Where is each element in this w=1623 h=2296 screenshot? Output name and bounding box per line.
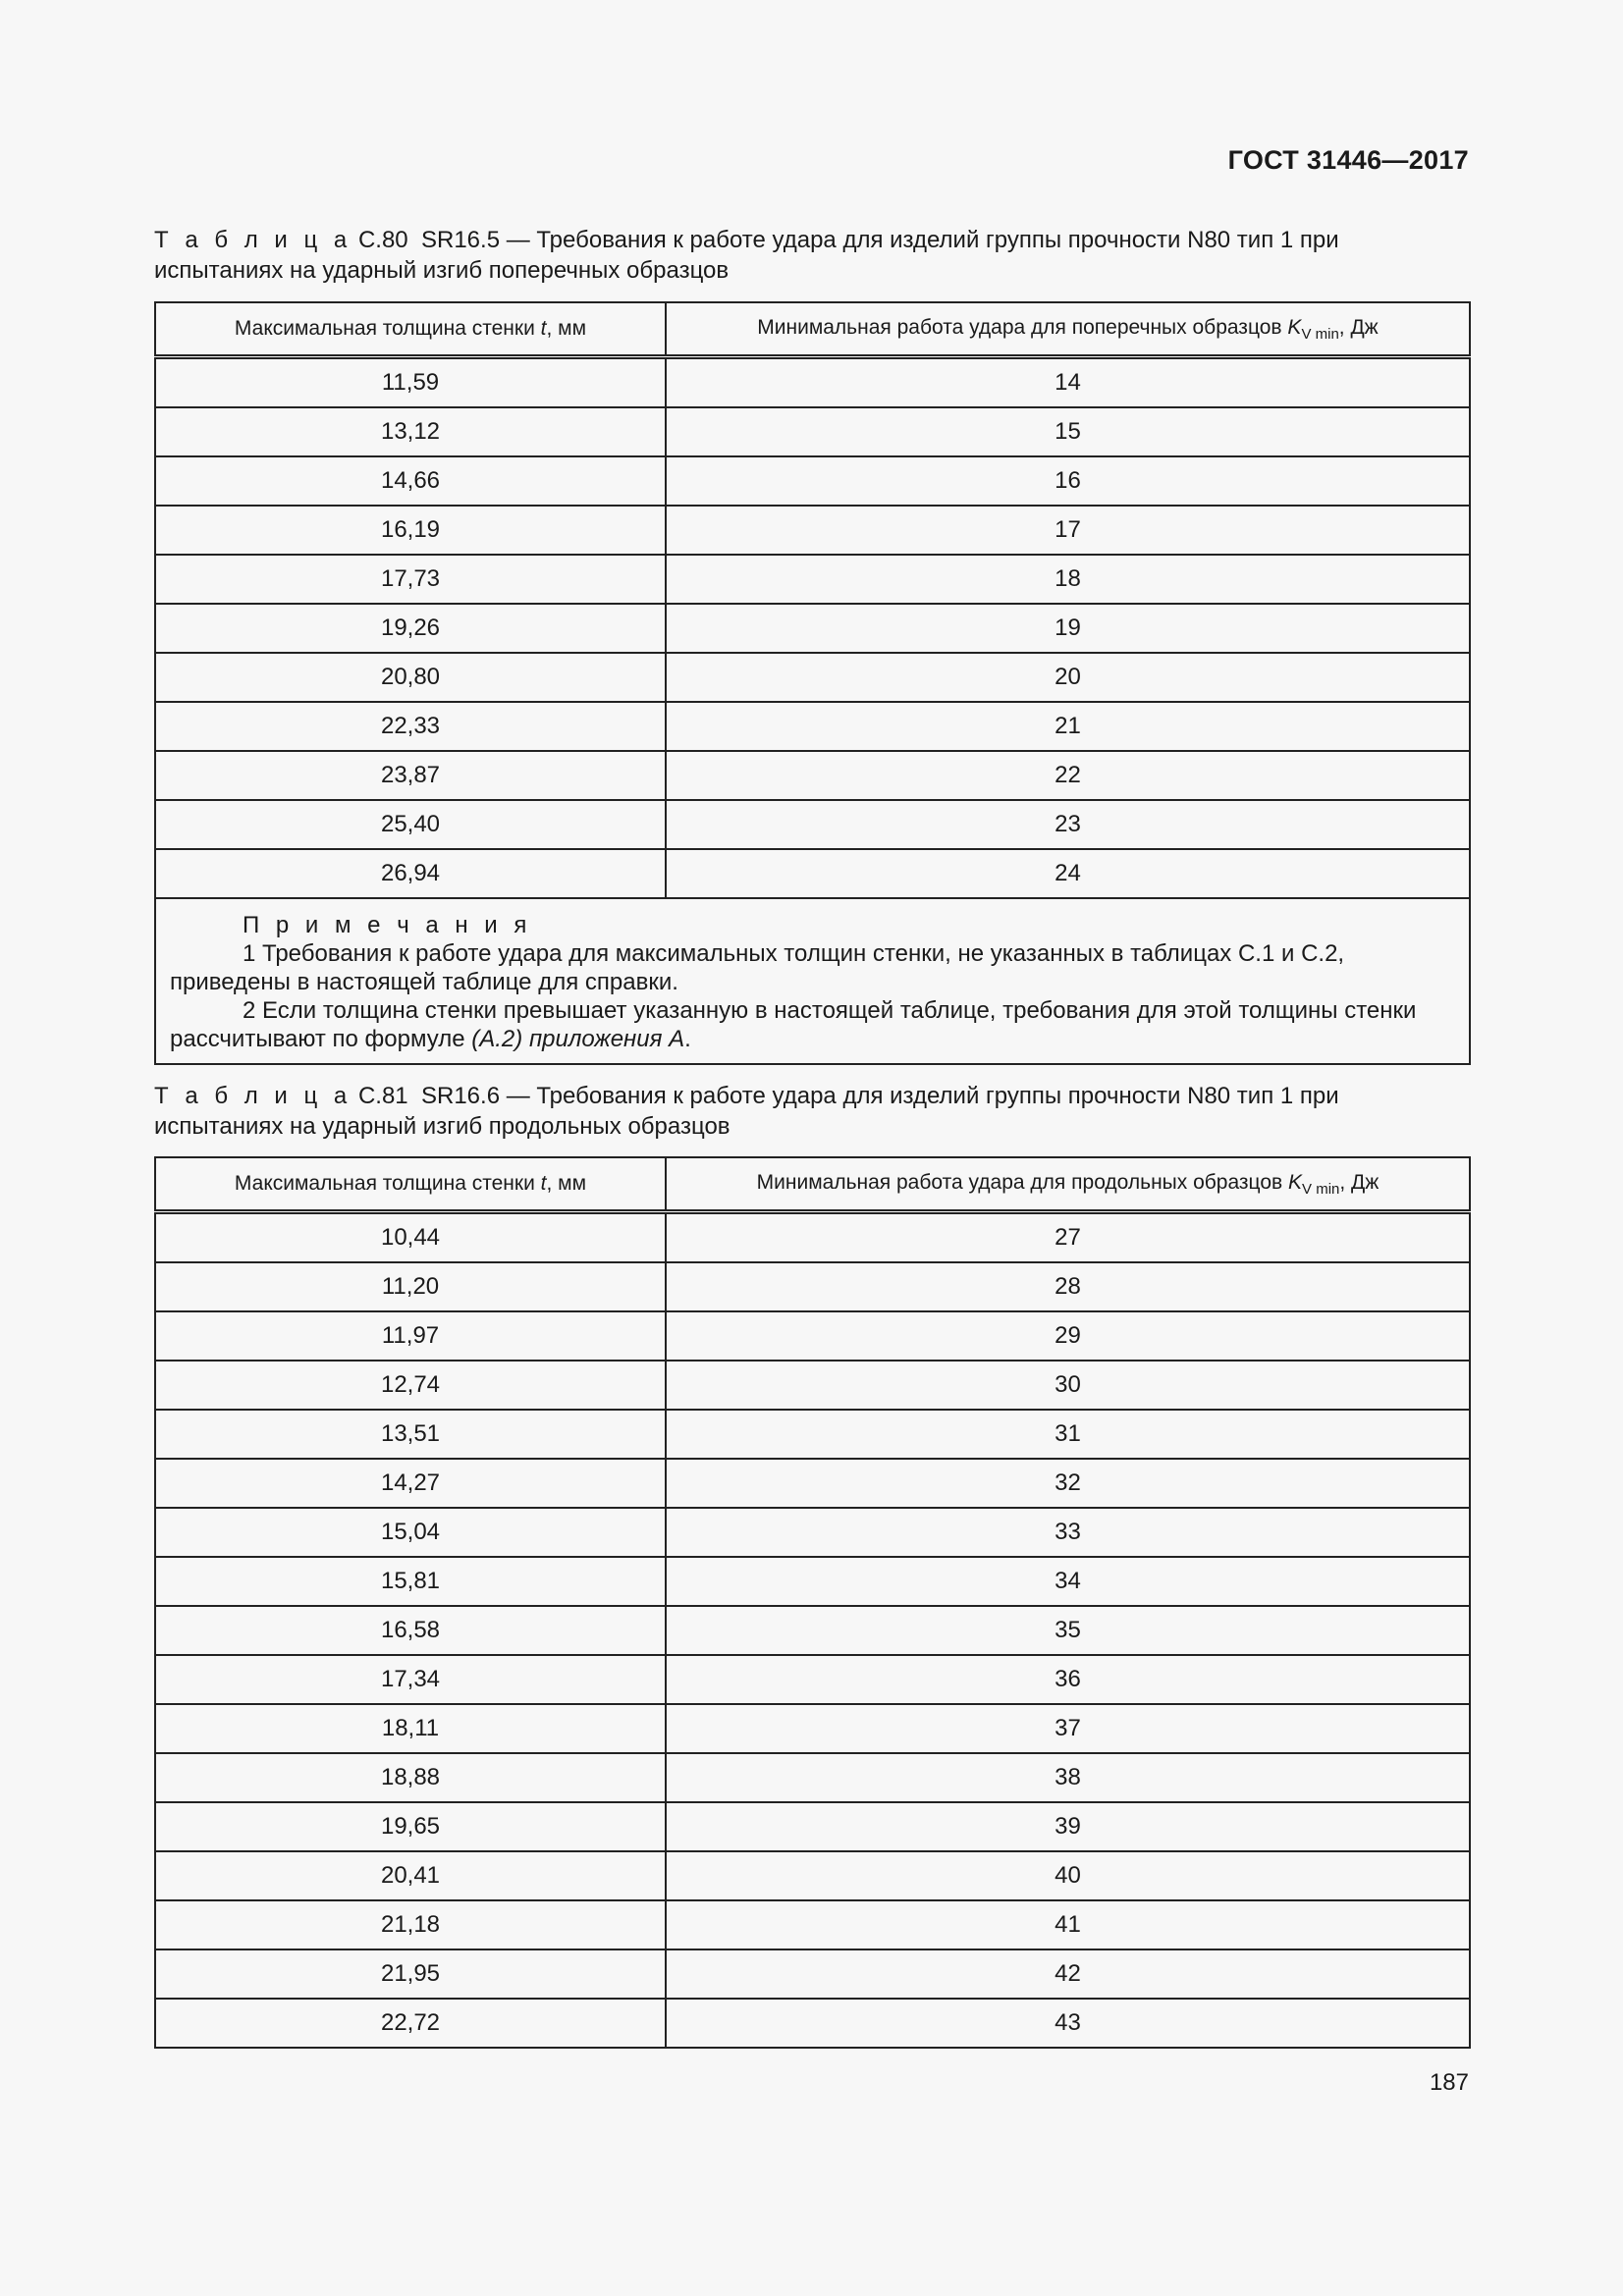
column-header-impact-energy: Минимальная работа удара для поперечных образцов $K_{V min}$, Дж — [666, 302, 1470, 357]
table-row — [155, 800, 1470, 849]
thickness-cell: 22,33 — [155, 702, 666, 751]
impact-energy-cell: 32 — [666, 1459, 1470, 1508]
table-row — [155, 1508, 1470, 1557]
thickness-cell: 12,74 — [155, 1361, 666, 1410]
page-number: 187 — [1429, 2069, 1469, 2096]
table-row — [155, 1361, 1470, 1410]
column-header-impact-energy: Минимальная работа удара для продольных образцов $K_{V min}$, Дж — [666, 1157, 1470, 1212]
table-label: Т а б л и ц а — [154, 227, 352, 253]
thickness-cell: 23,87 — [155, 751, 666, 800]
table-title: SR16.6 — Требования к работе удара для изделий группы прочности N80 тип 1 при испытаниях на ударный изгиб продольных образцов — [154, 1083, 1339, 1140]
impact-energy-cell: 31 — [666, 1410, 1470, 1459]
table-notes — [155, 898, 1470, 1064]
thickness-cell: 19,65 — [155, 1802, 666, 1851]
table-row — [155, 1949, 1470, 1999]
table-row — [155, 702, 1470, 751]
note-1: 1 Требования к работе удара для максимальных толщин стенки, не указанных в таблицах С.1 и С.2, приведены в настоящей таблице для справки. — [170, 940, 1345, 995]
table-row — [155, 1410, 1470, 1459]
thickness-cell: 25,40 — [155, 800, 666, 849]
thickness-cell: 14,66 — [155, 456, 666, 506]
table-row — [155, 1459, 1470, 1508]
table-row — [155, 1753, 1470, 1802]
impact-energy-cell: 20 — [666, 653, 1470, 702]
impact-energy-cell: 28 — [666, 1262, 1470, 1311]
impact-energy-cell: 15 — [666, 407, 1470, 456]
formula-reference: (А.2) приложения А — [471, 1026, 685, 1052]
thickness-cell: 15,04 — [155, 1508, 666, 1557]
impact-energy-cell: 16 — [666, 456, 1470, 506]
thickness-cell: 18,11 — [155, 1704, 666, 1753]
table-row — [155, 1262, 1470, 1311]
thickness-cell: 15,81 — [155, 1557, 666, 1606]
impact-energy-cell: 24 — [666, 849, 1470, 898]
table-row — [155, 751, 1470, 800]
thickness-cell: 11,59 — [155, 357, 666, 408]
table-c81-body — [155, 1212, 1470, 2049]
thickness-cell: 10,44 — [155, 1212, 666, 1263]
document-code: ГОСТ 31446—2017 — [1227, 145, 1469, 175]
table-row — [155, 1311, 1470, 1361]
thickness-cell: 22,72 — [155, 1999, 666, 2048]
thickness-cell: 11,97 — [155, 1311, 666, 1361]
impact-energy-cell: 33 — [666, 1508, 1470, 1557]
impact-energy-cell: 40 — [666, 1851, 1470, 1900]
table-row — [155, 506, 1470, 555]
table-number: C.80 — [357, 227, 408, 253]
table-row — [155, 1557, 1470, 1606]
table-row — [155, 357, 1470, 408]
impact-energy-cell: 39 — [666, 1802, 1470, 1851]
thickness-cell: 13,51 — [155, 1410, 666, 1459]
impact-energy-cell: 23 — [666, 800, 1470, 849]
column-header-thickness: Максимальная толщина стенки t, мм — [155, 302, 666, 357]
impact-energy-cell: 17 — [666, 506, 1470, 555]
thickness-cell: 20,41 — [155, 1851, 666, 1900]
thickness-cell: 21,18 — [155, 1900, 666, 1949]
table-row — [155, 1212, 1470, 1263]
thickness-cell: 18,88 — [155, 1753, 666, 1802]
table-row — [155, 555, 1470, 604]
table-row — [155, 456, 1470, 506]
table-c80-caption — [154, 225, 1469, 286]
impact-energy-cell: 19 — [666, 604, 1470, 653]
table-row — [155, 849, 1470, 898]
thickness-cell: 13,12 — [155, 407, 666, 456]
table-title: SR16.5 — Требования к работе удара для изделий группы прочности N80 тип 1 при испытаниях на ударный изгиб поперечных образцов — [154, 227, 1339, 284]
thickness-cell: 17,34 — [155, 1655, 666, 1704]
table-row — [155, 1802, 1470, 1851]
table-row — [155, 1606, 1470, 1655]
thickness-cell: 21,95 — [155, 1949, 666, 1999]
impact-energy-cell: 21 — [666, 702, 1470, 751]
impact-energy-cell: 38 — [666, 1753, 1470, 1802]
table-c80 — [154, 301, 1471, 1065]
table-c81-caption — [154, 1081, 1469, 1142]
table-header-row — [155, 302, 1470, 357]
table-number: C.81 — [357, 1083, 408, 1109]
thickness-cell: 20,80 — [155, 653, 666, 702]
table-row — [155, 407, 1470, 456]
thickness-cell: 14,27 — [155, 1459, 666, 1508]
table-row — [155, 1900, 1470, 1949]
impact-energy-cell: 34 — [666, 1557, 1470, 1606]
table-row — [155, 1655, 1470, 1704]
thickness-cell: 11,20 — [155, 1262, 666, 1311]
thickness-cell: 16,58 — [155, 1606, 666, 1655]
impact-energy-cell: 35 — [666, 1606, 1470, 1655]
table-row — [155, 1999, 1470, 2048]
impact-energy-cell: 22 — [666, 751, 1470, 800]
table-c81 — [154, 1156, 1471, 2049]
thickness-cell: 26,94 — [155, 849, 666, 898]
table-row — [155, 653, 1470, 702]
impact-energy-cell: 27 — [666, 1212, 1470, 1263]
impact-energy-cell: 37 — [666, 1704, 1470, 1753]
thickness-cell: 19,26 — [155, 604, 666, 653]
impact-energy-cell: 29 — [666, 1311, 1470, 1361]
impact-energy-cell: 18 — [666, 555, 1470, 604]
table-header-row — [155, 1157, 1470, 1212]
table-c80-body — [155, 357, 1470, 899]
note-2: 2 Если толщина стенки превышает указанную в настоящей таблице, требования для этой толщины стенки рассчитывают по формуле (А.2) приложения А. — [170, 997, 1417, 1052]
table-row — [155, 1704, 1470, 1753]
notes-row — [155, 898, 1470, 1064]
impact-energy-cell: 30 — [666, 1361, 1470, 1410]
impact-energy-cell: 36 — [666, 1655, 1470, 1704]
impact-energy-cell: 42 — [666, 1949, 1470, 1999]
impact-energy-cell: 43 — [666, 1999, 1470, 2048]
impact-energy-cell: 14 — [666, 357, 1470, 408]
table-row — [155, 1851, 1470, 1900]
notes-title: П р и м е ч а н и я — [243, 912, 532, 938]
column-header-thickness: Максимальная толщина стенки t, мм — [155, 1157, 666, 1212]
thickness-cell: 16,19 — [155, 506, 666, 555]
table-label: Т а б л и ц а — [154, 1083, 352, 1109]
table-row — [155, 604, 1470, 653]
impact-energy-cell: 41 — [666, 1900, 1470, 1949]
thickness-cell: 17,73 — [155, 555, 666, 604]
